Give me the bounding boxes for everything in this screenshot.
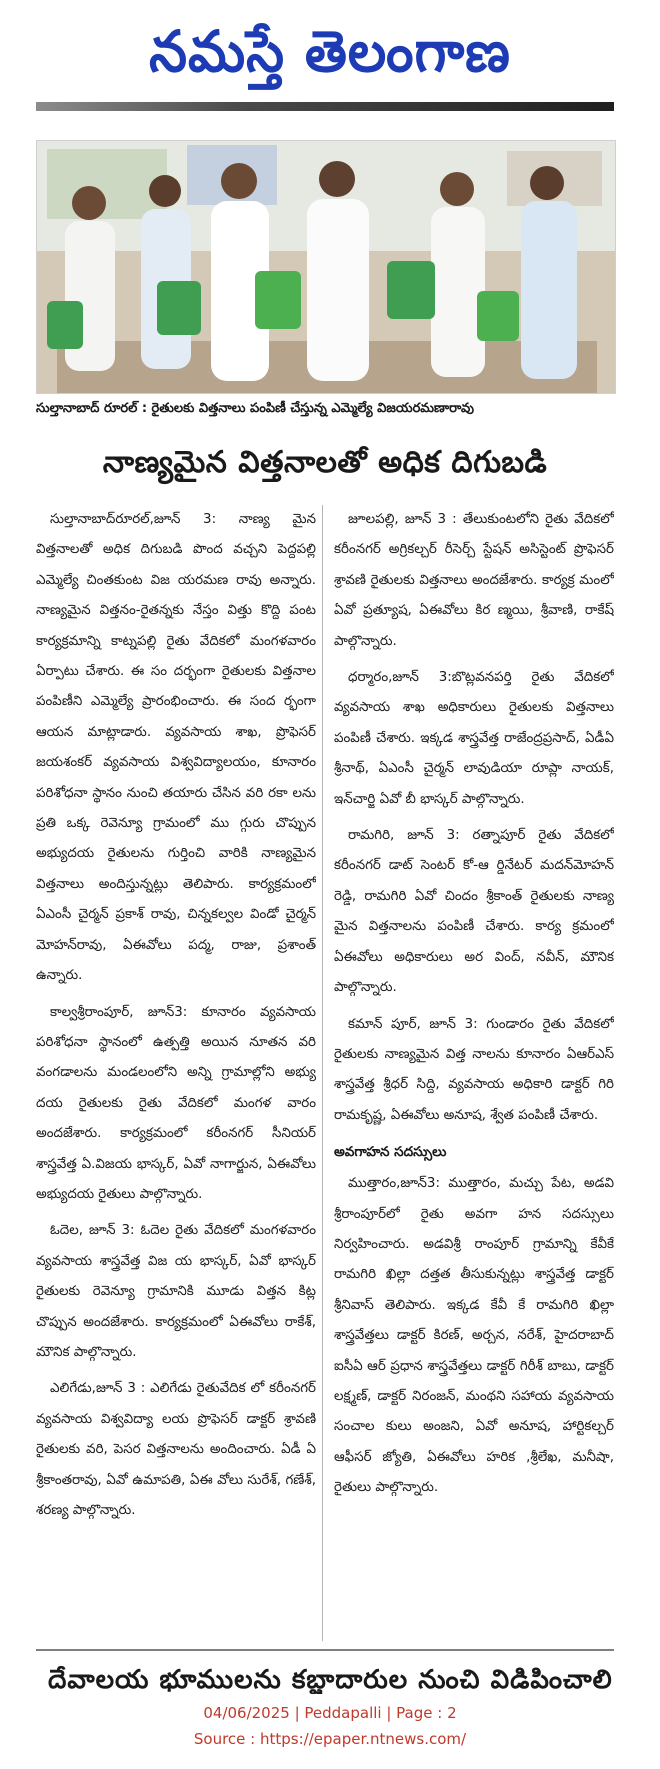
article-paragraph: కమాన్ పూర్, జూన్ 3: గుండారం రైతు వేదికలో రైతులకు నాణ్యమైన విత్త నాలను కూనారం ఏఆర్ఎస్ శాస్త్రవేత్త శ్రీధర్ సిద్ది, వ్యవసాయ అధికారి డాక్టర్ గిరి రామకృష్ణ, ఏఈవోలు అనూష, శ్వేత పంపిణీ చేశారు. (334, 1016, 614, 1123)
article-column-right (334, 505, 614, 1645)
footer-source-link[interactable]: Source : https://epaper.ntnews.com/ (193, 1730, 467, 1748)
article-paragraph: రామగిరి, జూన్ 3: రత్నాపూర్ రైతు వేదికలో కరీంనగర్ డాట్ సెంటర్ కో-ఆ ర్డినేటర్ మదన్‌మోహన్ రెడ్డి, రామగిరి ఏవో చిందం శ్రీకాంత్ రైతులకు నాణ్య మైన విత్తనాలను పంపిణీ చేశారు. కార్య క్రమంలో ఏఈవోలు అధికారులు అర వింద్, నవీన్, మౌనిక పాల్గొన్నారు. (334, 828, 614, 996)
photo-caption: సుల్తానాబాద్ రూరల్ : రైతులకు విత్తనాలు పంపిణీ చేస్తున్న ఎమ్మెల్యే విజయరమణారావు (36, 401, 474, 416)
article-paragraph: ముత్తారం,జూన్3: ముత్తారం, మచ్చు పేట, అడవి శ్రీరాంపూర్‌లో రైతు అవగా హన సదస్సులు నిర్వహించారు. అడవిశ్రీ రాంపూర్ గ్రామాన్ని కేవీకే రామగిరి ఖిల్లా దత్తత తీసుకున్నట్లు శాస్త్రవేత్త డాక్టర్ శ్రీనివాస్ తెలిపారు. ఇక్కడ కేవీ కే రామగిరి ఖిల్లా శాస్త్రవేత్తలు డాక్టర్ కిరణ్, అర్చన, నరేశ్, హైదరాబాద్ ఐసీఏ ఆర్ ప్రధాన శాస్త్రవేత్తలు డాక్టర్ గిరీశ్ బాబు, డాక్టర్ లక్ష్మణ్, డాక్టర్ నిరంజన్, మంథని సహాయ వ్యవసాయ సంచాల కులు అంజని, ఏవో అనూష, హార్టికల్చర్ ఆఫీసర్ జ్యోతి, ఏఈవోలు హరిక ,శ్రీలేఖ, మనీషా, రైతులు పాల్గొన్నారు. (334, 1176, 614, 1496)
section-subhead: అవగాహన సదస్సులు (334, 1144, 447, 1161)
article-paragraph: సుల్తానాబాద్‌రూరల్,జూన్ 3: నాణ్య మైన విత్తనాలతో అధిక దిగుబడి పొంద వచ్చని పెద్దపల్లి ఎమ్మెల్యే చింతకుంట విజ యరమణ రావు అన్నారు. నాణ్యమైన విత్తనం-రైతన్నకు నేస్తం విత్తు కొద్ది పంట కార్యక్రమాన్ని కాట్నపల్లి రైతు వేదికలో మంగళవారం ఏర్పాటు చేశారు. ఈ సం దర్భంగా రైతులకు విత్తనాల పంపిణీని ఎమ్మెల్యే ప్రారంభించారు. ఈ సంద ర్భంగా ఆయన మాట్లాడారు. వ్యవసాయ శాఖ, ప్రొఫెసర్ జయశంకర్ వ్యవసాయ విశ్వవిద్యాలయం, కూనారం పరిశోధనా స్థానం నుంచి తయారు చేసిన వరి రకా లను ప్రతి ఒక్క రెవెన్యూ గ్రామంలో ము గ్గురు చొప్పున అభ్యుదయ రైతులను గుర్తించి వారికి నాణ్యమైన విత్తనాలు అందిస్తున్నట్లు తెలిపారు. కార్యక్రమంలో ఏఎంసీ చైర్మన్ ప్రకాశ్ రావు, చిన్నకల్వల విండో చైర్మన్ మోహన్‌రావు, ఏఈవోలు పద్మ, రాజు, ప్రశాంత్ ఉన్నారు. (36, 512, 316, 984)
article-paragraph: ధర్మారం,జూన్ 3:బొట్లవనపర్తి రైతు వేదికలో వ్యవసాయ శాఖ అధికారులు రైతులకు విత్తనాలు పంపిణీ చేశారు. ఇక్కడ శాస్త్రవేత్త రాజేంద్రప్రసాద్, ఏడీఏ శ్రీనాథ్, ఏఎంసీ చైర్మన్ లావుడియా రూప్లా నాయక్, ఇన్‌చార్జి ఏవో బీ భాస్కర్ పాల్గొన్నారు. (334, 670, 614, 807)
photo-illustration (37, 141, 615, 393)
next-story-headline (36, 1654, 614, 1694)
news-photo (36, 140, 616, 394)
article-paragraph: కాల్వశ్రీరాంపూర్, జూన్3: కూనారం వ్యవసాయ పరిశోధనా స్థానంలో ఉత్పత్తి అయిన నూతన వరి వంగడాలను మండలంలోని అన్ని గ్రామాల్లోని అభ్యు దయ రైతులకు రైతు వేదికలో మంగళ వారం అందజేశారు. కార్యక్రమంలో కరీంనగర్ సీనియర్ శాస్త్రవేత్త ఏ.విజయ భాస్కర్, ఏవో నాగార్జున, ఏఈవోలు అభ్యుదయ రైతులు పాల్గొన్నారు. (36, 1004, 316, 1202)
masthead-rule (36, 102, 614, 111)
article-paragraph: ఓదెల, జూన్ 3: ఓదెల రైతు వేదికలో మంగళవారం వ్యవసాయ శాస్త్రవేత్త విజ య భాస్కర్, ఏవో భాస్కర్ రైతులకు రెవెన్యూ గ్రామానికి మూడు విత్తన కిట్ల చొప్పున అందజేశారు. కార్యక్రమంలో ఏఈవోలు రాకేశ్, మౌనిక పాల్గొన్నారు. (36, 1223, 316, 1360)
article-column-left (36, 505, 316, 1645)
article-paragraph: ఎలిగేడు,జూన్ 3 : ఎలిగేడు రైతువేదిక లో కరీంనగర్ వ్యవసాయ విశ్వవిద్యా లయ ప్రొఫెసర్ డాక్టర్ శ్రావణి రైతులకు వరి, పెసర విత్తనాలను అందించారు. ఏడీ ఏ శ్రీకాంతరావు, ఏవో ఉమాపతి, ఏఈ వోలు సురేశ్, గణేశ్, శరణ్య పాల్గొన్నారు. (36, 1381, 316, 1518)
article-paragraph: జూలపల్లి, జూన్ 3 : తేలుకుంటలోని రైతు వేదికలో కరీంనగర్ అగ్రికల్చర్ రీసెర్చ్ స్టేషన్ అసిస్టెంట్ ప్రొఫెసర్ శ్రావణి రైతులకు విత్తనాలు అందజేశారు. కార్యక్ర మంలో ఏవో ప్రత్యూష, ఏఈవోలు కిర ణ్మయి, శ్రీవాణి, రాకేష్ పాల్గొన్నారు. (334, 512, 614, 649)
newspaper-logo: నమస్తే తెలంగాణ (149, 17, 511, 85)
page-footer (0, 1700, 660, 1752)
footer-date-line: 04/06/2025 | Peddapalli | Page : 2 (203, 1704, 457, 1722)
masthead (0, 6, 660, 96)
bottom-rule (36, 1649, 614, 1651)
next-story-headline-text: దేవాలయ భూములను కబ్జాదారుల నుంచి విడిపించాలి (48, 1665, 613, 1694)
headline: నాణ్యమైన విత్తనాలతో అధిక దిగుబడి (102, 445, 548, 480)
column-divider (322, 505, 323, 1641)
